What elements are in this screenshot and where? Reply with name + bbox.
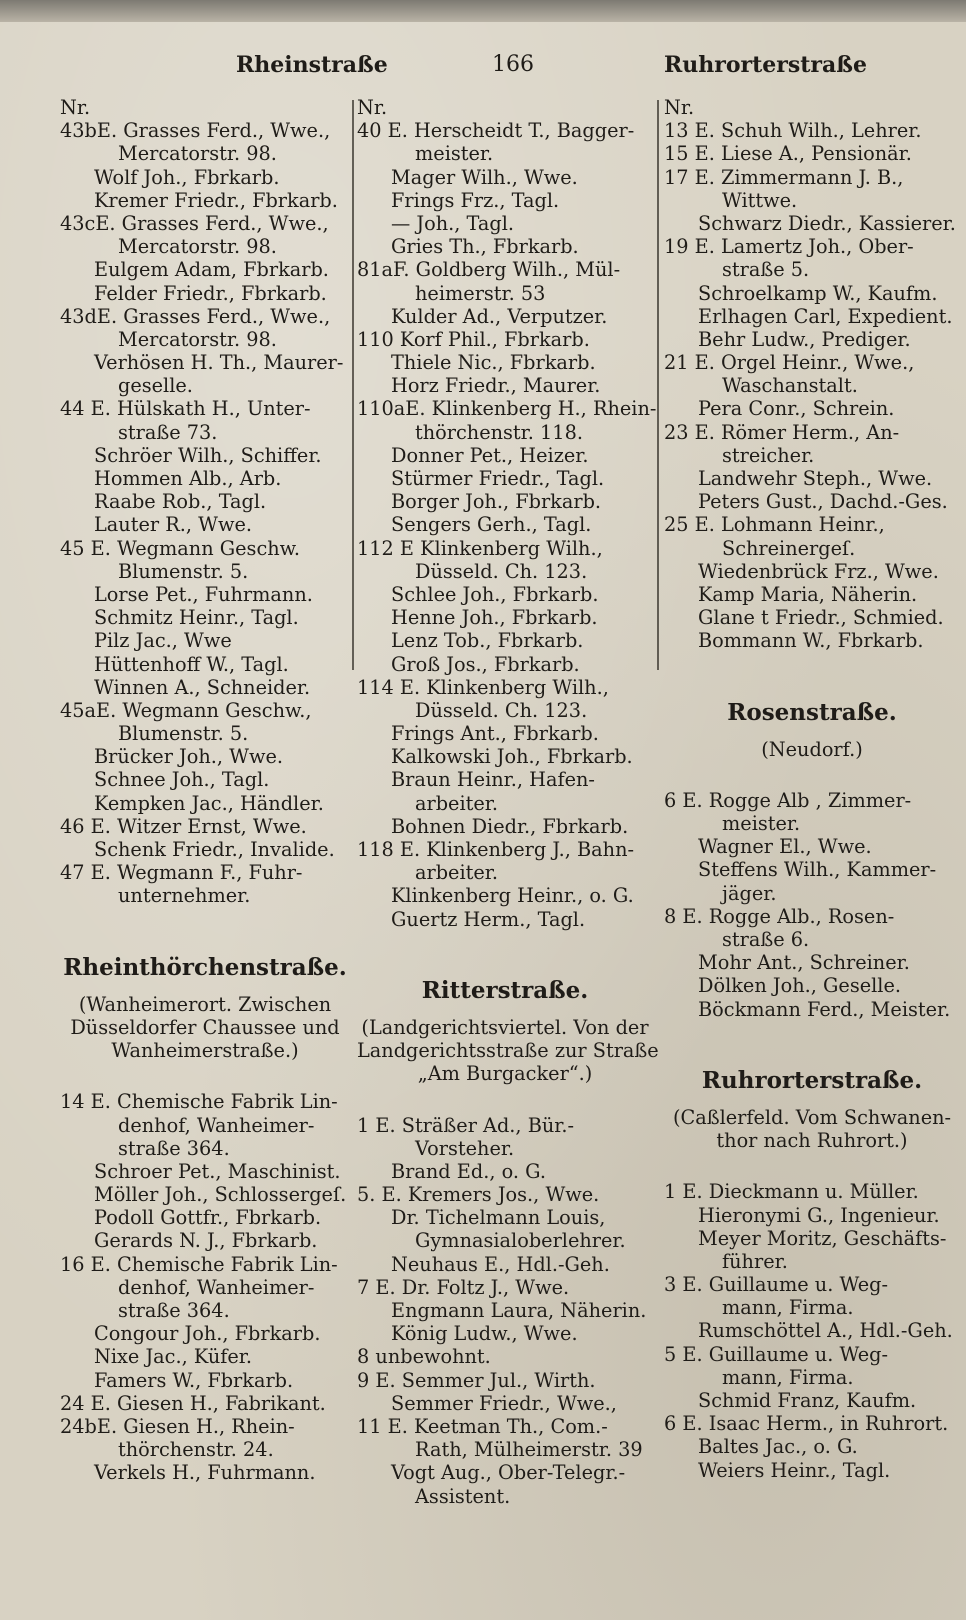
entry-line: mann, Firma. [722, 1296, 854, 1320]
entry-line: 112 E Klinkenberg Wilh., [357, 536, 603, 560]
entry-line: Stürmer Friedr., Tagl. [391, 467, 605, 490]
entry-line: Lenz Tob., Fbrkarb. [391, 629, 584, 653]
entry-line: 46 E. Witzer Ernst, Wwe. [60, 814, 307, 838]
entry-line: Kalkowski Joh., Fbrkarb. [391, 745, 633, 769]
entry-line: Klinkenberg Heinr., o. G. [391, 884, 634, 908]
entry-line: Schwarz Diedr., Kassierer. [698, 211, 956, 235]
entry-line: 21 E. Orgel Heinr., Wwe., [664, 351, 915, 375]
entry-line: führer. [722, 1249, 788, 1273]
entry-line: Guertz Herm., Tagl. [391, 907, 586, 931]
entry-line: Blumenstr. 5. [118, 722, 249, 746]
entry-line: Engmann Laura, Näherin. [391, 1299, 647, 1323]
column-middle [357, 96, 659, 1508]
entry-line: Winnen A., Schneider. [94, 675, 311, 699]
entry-line: straße 5. [722, 258, 810, 282]
entries-rheinstrasse [664, 119, 960, 652]
entry-line: 114 E. Klinkenberg Wilh., [357, 675, 609, 699]
section-description [664, 738, 960, 761]
entry-line: Hüttenhoff W., Tagl. [94, 652, 289, 676]
entry-line: Mercatorstr. 98. [118, 235, 277, 259]
entry-line: 8 E. Rogge Alb., Rosen- [664, 904, 895, 928]
entry-line: Neuhaus E., Hdl.-Geh. [391, 1252, 610, 1276]
entry-line: 43cE. Grasses Ferd., Wwe., [60, 211, 329, 235]
entry-line: geselle. [118, 374, 193, 398]
entry-line: — Joh., Tagl. [391, 211, 515, 235]
entries-rheinstrasse [60, 119, 350, 907]
entry-line: thörchenstr. 24. [118, 1438, 274, 1462]
description-line: Wanheimerstraße.) [111, 1039, 299, 1063]
entry-line: Gries Th., Fbrkarb. [391, 235, 579, 259]
entry-line: Wiedenbrück Frz., Wwe. [698, 559, 939, 583]
page-header [0, 52, 966, 82]
entry-line: Verhösen H. Th., Maurer- [94, 351, 344, 375]
page-edge [0, 0, 966, 22]
entry-line: 17 E. Zimmermann J. B., [664, 165, 904, 189]
entry-line: 24 E. Giesen H., Fabrikant. [60, 1391, 326, 1415]
entry-line: 6 E. Rogge Alb , Zimmer- [664, 788, 912, 812]
entry-line: streicher. [722, 443, 815, 467]
entry-line: Wittwe. [722, 188, 798, 212]
entry-line: Raabe Rob., Tagl. [94, 490, 267, 514]
entry-line: Schenk Friedr., Invalide. [94, 838, 335, 861]
entry-line: Peters Gust., Dachd.-Ges. [698, 490, 948, 514]
entry-line: Hieronymi G., Ingenieur. [698, 1203, 940, 1227]
entries-rheinstrasse [357, 119, 657, 931]
section-description [60, 993, 350, 1063]
entry-line: Frings Frz., Tagl. [391, 188, 560, 212]
entry-line: Kulder Ad., Verputzer. [391, 304, 608, 328]
header-right-street: Ruhrorterstraße [664, 52, 867, 78]
entry-line: Kamp Maria, Näherin. [698, 582, 918, 606]
entry-line: Behr Ludw., Prediger. [698, 327, 911, 351]
section-heading: Ritterstraße. [421, 976, 589, 1004]
section-description [664, 1106, 960, 1152]
entry-line: Landwehr Steph., Wwe. [698, 467, 933, 490]
entry-line: Möller Joh., Schlossergeſ. [94, 1183, 347, 1207]
entry-line: 40 E. Herscheidt T., Bagger- [357, 119, 635, 143]
entry-line: 6 E. Isaac Herm., in Ruhrort. [664, 1412, 949, 1436]
entry-line: Meyer Moritz, Geschäfts- [698, 1226, 947, 1250]
entry-line: 44 E. Hülskath H., Unter- [60, 397, 311, 421]
entry-line: straße 364. [118, 1136, 230, 1160]
entry-line: 23 E. Römer Herm., An- [664, 420, 900, 444]
entry-line: 5 E. Guillaume u. Weg- [664, 1342, 888, 1366]
entry-line: 16 E. Chemische Fabrik Lin- [60, 1252, 338, 1276]
entry-line: Mercatorstr. 98. [118, 142, 277, 166]
entry-line: 43dE. Grasses Ferd., Wwe., [60, 304, 331, 328]
header-left-street: Rheinstraße [236, 52, 388, 78]
entry-line: Wolf Joh., Fbrkarb. [94, 165, 280, 189]
entry-line: 15 E. Liese A., Pensionär. [664, 142, 912, 166]
entry-line: Braun Heinr., Hafen- [391, 768, 595, 792]
entries-rheinthoerchenstrasse [60, 1090, 350, 1484]
section-heading: Rheinthörchenstraße. [63, 953, 347, 981]
entry-line: Gerards N. J., Fbrkarb. [94, 1229, 318, 1253]
entry-line: Weiers Heinr., Tagl. [698, 1458, 891, 1482]
entry-line: Düsseld. Ch. 123. [415, 559, 588, 583]
entry-line: 81aF. Goldberg Wilh., Mül- [357, 258, 621, 282]
entry-line: Eulgem Adam, Fbrkarb. [94, 258, 329, 282]
entry-line: unternehmer. [118, 884, 251, 908]
entry-line: Schnee Joh., Tagl. [94, 768, 270, 792]
entry-line: arbeiter. [415, 861, 499, 885]
entry-line: straße 6. [722, 928, 810, 952]
entry-line: Schmid Franz, Kaufm. [698, 1389, 917, 1413]
entry-line: Rath, Mülheimerstr. 39 [415, 1438, 643, 1462]
entry-line: Blumenstr. 5. [118, 559, 249, 583]
entry-line: straße 364. [118, 1299, 230, 1323]
entry-line: Düsseld. Ch. 123. [415, 698, 588, 722]
entry-line: Steffens Wilh., Kammer- [698, 858, 937, 882]
section-description [357, 1015, 659, 1086]
entry-line: Böckmann Ferd., Meister. [698, 997, 951, 1021]
entry-line: Rumschöttel A., Hdl.-Geh. [698, 1319, 953, 1343]
entry-line: 3 E. Guillaume u. Weg- [664, 1273, 888, 1297]
entry-line: 110 Korf Phil., Fbrkarb. [357, 327, 590, 351]
section-heading: Ruhrorterstraße. [701, 1066, 923, 1094]
entry-line: mann, Firma. [722, 1365, 854, 1389]
entry-line: Vogt Aug., Ober-Telegr.- [391, 1461, 626, 1485]
entry-line: 11 E. Keetman Th., Com.- [357, 1414, 608, 1438]
column-label: Nr. [60, 96, 91, 119]
entry-line: 14 E. Chemische Fabrik Lin- [60, 1090, 338, 1114]
entry-line: Schroer Pet., Maschinist. [94, 1159, 341, 1183]
entry-line: Brand Ed., o. G. [391, 1159, 546, 1183]
entry-line: 45aE. Wegmann Geschw., [60, 698, 312, 722]
entry-line: Thiele Nic., Fbrkarb. [391, 351, 596, 375]
entry-line: 25 E. Lohmann Heinr., [664, 513, 885, 537]
entry-line: 7 E. Dr. Foltz J., Wwe. [357, 1275, 570, 1299]
entry-line: 8 unbewohnt. [357, 1345, 491, 1369]
entry-line: Schreinergeſ. [722, 536, 856, 560]
entry-line: Bohnen Diedr., Fbrkarb. [391, 814, 629, 838]
entry-line: Kremer Friedr., Fbrkarb. [94, 188, 338, 212]
entry-line: Frings Ant., Fbrkarb. [391, 722, 599, 746]
entry-line: Waschanstalt. [722, 374, 858, 398]
description-line: „Am Burgacker“.) [417, 1062, 593, 1086]
entry-line: Henne Joh., Fbrkarb. [391, 606, 598, 630]
entry-line: Schroelkamp W., Kaufm. [698, 281, 938, 305]
page-number: 166 [492, 52, 534, 77]
column-right [664, 96, 960, 1482]
description-line: Landgerichtsstraße zur Straße [357, 1039, 659, 1063]
entry-line: Kempken Jac., Händler. [94, 791, 324, 815]
entry-line: Dölken Joh., Geselle. [698, 974, 902, 998]
entry-line: König Ludw., Wwe. [391, 1322, 578, 1346]
entry-line: arbeiter. [415, 791, 499, 815]
entry-line: Brücker Joh., Wwe. [94, 745, 284, 769]
entry-line: Bommann W., Fbrkarb. [698, 629, 924, 653]
entry-line: Assistent. [415, 1484, 511, 1508]
description-line: thor nach Ruhrort.) [716, 1129, 908, 1153]
entry-line: Famers W., Fbrkarb. [94, 1368, 294, 1392]
entry-line: Podoll Gottfr., Fbrkarb. [94, 1206, 322, 1230]
entry-line: 19 E. Lamertz Joh., Ober- [664, 235, 914, 259]
entry-line: Vorsteher. [415, 1136, 515, 1160]
entry-line: 1 E. Sträßer Ad., Bür.- [357, 1113, 575, 1137]
entry-line: Mercatorstr. 98. [118, 327, 277, 351]
column-divider-right [657, 100, 659, 670]
entry-line: Verkels H., Fuhrmann. [94, 1461, 316, 1485]
entry-line: Erlhagen Carl, Expedient. [698, 304, 953, 328]
entry-line: heimerstr. 53 [415, 281, 546, 305]
entry-line: Lorse Pet., Fuhrmann. [94, 582, 313, 606]
entry-line: Nixe Jac., Küfer. [94, 1345, 253, 1369]
entry-line: Schröer Wilh., Schiffer. [94, 443, 322, 467]
description-line: Düsseldorfer Chaussee und [70, 1015, 340, 1039]
entry-line: 13 E. Schuh Wilh., Lehrer. [664, 119, 922, 143]
section-heading: Rosenstraße. [727, 698, 897, 726]
column-divider-left [352, 100, 354, 670]
entry-line: denhof, Wanheimer- [118, 1113, 315, 1137]
entries-ruhrorterstrasse [664, 1180, 960, 1481]
entry-line: Felder Friedr., Fbrkarb. [94, 281, 327, 305]
entry-line: denhof, Wanheimer- [118, 1275, 315, 1299]
entry-line: Sengers Gerh., Tagl. [391, 513, 592, 537]
entry-line: 1 E. Dieckmann u. Müller. [664, 1180, 919, 1204]
entry-line: straße 73. [118, 420, 218, 444]
entry-line: Schlee Joh., Fbrkarb. [391, 582, 599, 606]
entry-line: Borger Joh., Fbrkarb. [391, 490, 602, 514]
description-line: (Neudorf.) [761, 737, 863, 761]
entry-line: Mager Wilh., Wwe. [391, 165, 578, 189]
entry-line: Hommen Alb., Arb. [94, 467, 282, 490]
entry-line: 45 E. Wegmann Geschw. [60, 536, 301, 560]
entry-line: 5. E. Kremers Jos., Wwe. [357, 1183, 600, 1207]
entry-line: Mohr Ant., Schreiner. [698, 951, 910, 975]
entry-line: Pera Conr., Schrein. [698, 397, 895, 421]
entry-line: 118 E. Klinkenberg J., Bahn- [357, 838, 635, 861]
entry-line: Glane t Friedr., Schmied. [698, 606, 944, 630]
entry-line: Groß Jos., Fbrkarb. [391, 652, 580, 676]
entry-line: meister. [415, 142, 494, 166]
column-label: Nr. [357, 96, 388, 119]
column-label: Nr. [664, 96, 695, 119]
entry-line: Pilz Jac., Wwe [94, 629, 232, 653]
entry-line: thörchenstr. 118. [415, 420, 583, 444]
entry-line: Semmer Friedr., Wwe., [391, 1391, 617, 1415]
entry-line: Horz Friedr., Maurer. [391, 374, 601, 398]
description-line: (Wanheimerort. Zwischen [78, 992, 332, 1016]
description-line: (Caßlerfeld. Vom Schwanen- [672, 1105, 952, 1129]
entry-line: Donner Pet., Heizer. [391, 443, 589, 467]
entry-line: meister. [722, 812, 801, 836]
entry-line: Lauter R., Wwe. [94, 513, 252, 537]
entry-line: Dr. Tichelmann Louis, [391, 1206, 606, 1230]
entry-line: 47 E. Wegmann F., Fuhr- [60, 861, 303, 885]
entry-line: Baltes Jac., o. G. [698, 1435, 858, 1459]
entry-line: Schmitz Heinr., Tagl. [94, 606, 299, 630]
entry-line: jäger. [722, 881, 777, 905]
entry-line: 43bE. Grasses Ferd., Wwe., [60, 119, 331, 143]
entry-line: 24bE. Giesen H., Rhein- [60, 1414, 295, 1438]
entry-line: 9 E. Semmer Jul., Wirth. [357, 1368, 596, 1392]
entry-line: Wagner El., Wwe. [698, 835, 872, 859]
description-line: (Landgerichtsviertel. Von der [361, 1015, 649, 1039]
entry-line: Gymnasialoberlehrer. [415, 1229, 626, 1253]
entries-ritterstrasse [357, 1114, 653, 1508]
entry-line: 110aE. Klinkenberg H., Rhein- [357, 397, 657, 421]
column-left [60, 96, 350, 1485]
entry-line: Congour Joh., Fbrkarb. [94, 1322, 321, 1346]
entries-rosenstrasse [664, 789, 960, 1021]
